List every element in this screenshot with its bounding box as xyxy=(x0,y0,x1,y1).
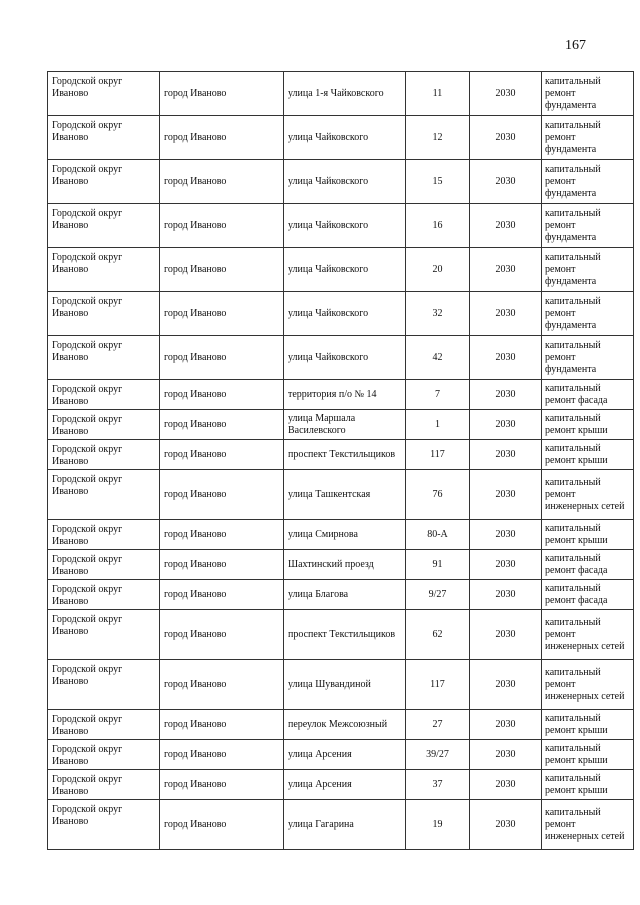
house-number-cell: 62 xyxy=(406,610,470,660)
table-row xyxy=(48,580,634,610)
locality-cell: город Иваново xyxy=(160,800,284,850)
table-row xyxy=(48,380,634,410)
year-cell: 2030 xyxy=(470,660,542,710)
street-cell: проспект Текстильщиков xyxy=(284,610,406,660)
year-cell: 2030 xyxy=(470,770,542,800)
district-cell: Городской округ Иваново xyxy=(48,800,160,850)
district-cell: Городской округ Иваново xyxy=(48,116,160,160)
locality-cell: город Иваново xyxy=(160,248,284,292)
year-cell: 2030 xyxy=(470,470,542,520)
locality-cell: город Иваново xyxy=(160,380,284,410)
work-type-cell: капитальный ремонт фундамента xyxy=(542,72,634,116)
street-cell: улица Ташкентская xyxy=(284,470,406,520)
district-cell: Городской округ Иваново xyxy=(48,204,160,248)
locality-cell: город Иваново xyxy=(160,470,284,520)
table-row xyxy=(48,160,634,204)
district-cell: Городской округ Иваново xyxy=(48,336,160,380)
table-body xyxy=(48,72,634,850)
table-row xyxy=(48,116,634,160)
table-row xyxy=(48,800,634,850)
year-cell: 2030 xyxy=(470,520,542,550)
work-type-cell: капитальный ремонт фасада xyxy=(542,380,634,410)
locality-cell: город Иваново xyxy=(160,550,284,580)
district-cell: Городской округ Иваново xyxy=(48,440,160,470)
street-cell: улица Чайковского xyxy=(284,248,406,292)
district-cell: Городской округ Иваново xyxy=(48,160,160,204)
locality-cell: город Иваново xyxy=(160,292,284,336)
year-cell: 2030 xyxy=(470,204,542,248)
house-number-cell: 20 xyxy=(406,248,470,292)
work-type-cell: капитальный ремонт крыши xyxy=(542,440,634,470)
year-cell: 2030 xyxy=(470,248,542,292)
work-type-cell: капитальный ремонт инженерных сетей xyxy=(542,800,634,850)
house-number-cell: 80-А xyxy=(406,520,470,550)
table-row xyxy=(48,660,634,710)
year-cell: 2030 xyxy=(470,550,542,580)
work-type-cell: капитальный ремонт фундамента xyxy=(542,160,634,204)
district-cell: Городской округ Иваново xyxy=(48,470,160,520)
locality-cell: город Иваново xyxy=(160,740,284,770)
year-cell: 2030 xyxy=(470,710,542,740)
table-row xyxy=(48,440,634,470)
work-type-cell: капитальный ремонт фундамента xyxy=(542,336,634,380)
locality-cell: город Иваново xyxy=(160,116,284,160)
table-row xyxy=(48,72,634,116)
table-row xyxy=(48,770,634,800)
street-cell: проспект Текстильщиков xyxy=(284,440,406,470)
district-cell: Городской округ Иваново xyxy=(48,610,160,660)
year-cell: 2030 xyxy=(470,160,542,204)
street-cell: переулок Межсоюзный xyxy=(284,710,406,740)
table-row xyxy=(48,336,634,380)
year-cell: 2030 xyxy=(470,410,542,440)
locality-cell: город Иваново xyxy=(160,770,284,800)
house-number-cell: 7 xyxy=(406,380,470,410)
work-type-cell: капитальный ремонт крыши xyxy=(542,710,634,740)
street-cell: улица Чайковского xyxy=(284,204,406,248)
house-number-cell: 32 xyxy=(406,292,470,336)
work-type-cell: капитальный ремонт фасада xyxy=(542,580,634,610)
house-number-cell: 37 xyxy=(406,770,470,800)
district-cell: Городской округ Иваново xyxy=(48,550,160,580)
district-cell: Городской округ Иваново xyxy=(48,660,160,710)
house-number-cell: 12 xyxy=(406,116,470,160)
table-row xyxy=(48,292,634,336)
house-number-cell: 117 xyxy=(406,440,470,470)
house-number-cell: 16 xyxy=(406,204,470,248)
street-cell: улица Маршала Василевского xyxy=(284,410,406,440)
locality-cell: город Иваново xyxy=(160,204,284,248)
street-cell: улица Арсения xyxy=(284,770,406,800)
work-type-cell: капитальный ремонт крыши xyxy=(542,410,634,440)
district-cell: Городской округ Иваново xyxy=(48,740,160,770)
year-cell: 2030 xyxy=(470,116,542,160)
work-type-cell: капитальный ремонт крыши xyxy=(542,740,634,770)
repair-register-table xyxy=(47,71,634,850)
work-type-cell: капитальный ремонт крыши xyxy=(542,770,634,800)
locality-cell: город Иваново xyxy=(160,580,284,610)
street-cell: улица Гагарина xyxy=(284,800,406,850)
locality-cell: город Иваново xyxy=(160,520,284,550)
work-type-cell: капитальный ремонт инженерных сетей xyxy=(542,470,634,520)
house-number-cell: 27 xyxy=(406,710,470,740)
street-cell: территория п/о № 14 xyxy=(284,380,406,410)
street-cell: улица Чайковского xyxy=(284,292,406,336)
district-cell: Городской округ Иваново xyxy=(48,72,160,116)
work-type-cell: капитальный ремонт фундамента xyxy=(542,116,634,160)
table-row xyxy=(48,410,634,440)
table-row xyxy=(48,550,634,580)
house-number-cell: 19 xyxy=(406,800,470,850)
locality-cell: город Иваново xyxy=(160,410,284,440)
year-cell: 2030 xyxy=(470,380,542,410)
district-cell: Городской округ Иваново xyxy=(48,710,160,740)
table-row xyxy=(48,248,634,292)
page-number: 167 xyxy=(565,38,586,53)
table-row xyxy=(48,470,634,520)
locality-cell: город Иваново xyxy=(160,610,284,660)
street-cell: улица 1-я Чайковского xyxy=(284,72,406,116)
work-type-cell: капитальный ремонт фундамента xyxy=(542,204,634,248)
house-number-cell: 91 xyxy=(406,550,470,580)
year-cell: 2030 xyxy=(470,440,542,470)
table-row xyxy=(48,610,634,660)
house-number-cell: 11 xyxy=(406,72,470,116)
work-type-cell: капитальный ремонт инженерных сетей xyxy=(542,610,634,660)
district-cell: Городской округ Иваново xyxy=(48,380,160,410)
year-cell: 2030 xyxy=(470,292,542,336)
locality-cell: город Иваново xyxy=(160,72,284,116)
work-type-cell: капитальный ремонт фасада xyxy=(542,550,634,580)
locality-cell: город Иваново xyxy=(160,336,284,380)
work-type-cell: капитальный ремонт фундамента xyxy=(542,292,634,336)
house-number-cell: 39/27 xyxy=(406,740,470,770)
table-row xyxy=(48,710,634,740)
district-cell: Городской округ Иваново xyxy=(48,770,160,800)
street-cell: улица Чайковского xyxy=(284,116,406,160)
house-number-cell: 9/27 xyxy=(406,580,470,610)
street-cell: улица Шувандиной xyxy=(284,660,406,710)
house-number-cell: 15 xyxy=(406,160,470,204)
district-cell: Городской округ Иваново xyxy=(48,520,160,550)
year-cell: 2030 xyxy=(470,610,542,660)
house-number-cell: 76 xyxy=(406,470,470,520)
district-cell: Городской округ Иваново xyxy=(48,580,160,610)
work-type-cell: капитальный ремонт крыши xyxy=(542,520,634,550)
district-cell: Городской округ Иваново xyxy=(48,292,160,336)
year-cell: 2030 xyxy=(470,336,542,380)
house-number-cell: 117 xyxy=(406,660,470,710)
district-cell: Городской округ Иваново xyxy=(48,248,160,292)
table-row xyxy=(48,740,634,770)
year-cell: 2030 xyxy=(470,580,542,610)
house-number-cell: 1 xyxy=(406,410,470,440)
locality-cell: город Иваново xyxy=(160,660,284,710)
year-cell: 2030 xyxy=(470,72,542,116)
work-type-cell: капитальный ремонт фундамента xyxy=(542,248,634,292)
locality-cell: город Иваново xyxy=(160,160,284,204)
district-cell: Городской округ Иваново xyxy=(48,410,160,440)
street-cell: улица Чайковского xyxy=(284,160,406,204)
locality-cell: город Иваново xyxy=(160,440,284,470)
locality-cell: город Иваново xyxy=(160,710,284,740)
year-cell: 2030 xyxy=(470,740,542,770)
table-row xyxy=(48,204,634,248)
street-cell: Шахтинский проезд xyxy=(284,550,406,580)
street-cell: улица Арсения xyxy=(284,740,406,770)
table-row xyxy=(48,520,634,550)
street-cell: улица Благова xyxy=(284,580,406,610)
house-number-cell: 42 xyxy=(406,336,470,380)
street-cell: улица Чайковского xyxy=(284,336,406,380)
street-cell: улица Смирнова xyxy=(284,520,406,550)
work-type-cell: капитальный ремонт инженерных сетей xyxy=(542,660,634,710)
year-cell: 2030 xyxy=(470,800,542,850)
